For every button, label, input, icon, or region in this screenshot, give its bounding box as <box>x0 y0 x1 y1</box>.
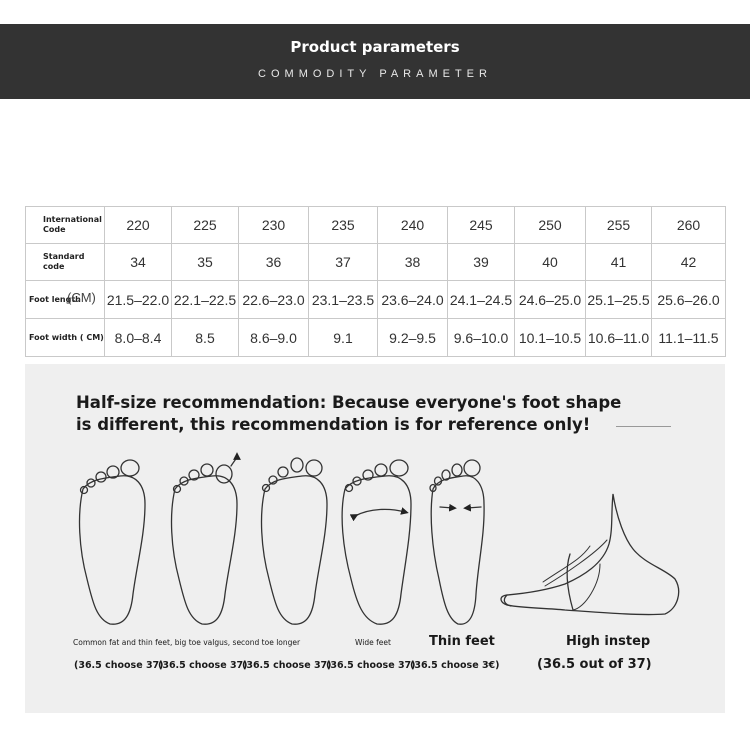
row-unit: (CM) <box>67 290 96 305</box>
row-label: Standard code <box>43 252 85 271</box>
size-choice-high-instep: (36.5 out of 37) <box>537 657 652 672</box>
table-cell: 22.1–22.5 <box>172 281 239 319</box>
table-cell: 10.6–11.0 <box>586 319 652 357</box>
row-label: Foot width ( CM) <box>29 332 104 342</box>
recommendation-title: Half-size recommendation: Because everyone's foot shape is different, this recommendation is for reference only! <box>76 393 622 434</box>
row-label: Foot length <box>29 294 81 304</box>
table-cell: 40 <box>515 244 586 281</box>
table-cell: 245 <box>448 207 515 244</box>
caption-common-feet: Common fat and thin feet, big toe valgus, second toe longer <box>73 638 301 647</box>
table-cell: 24.1–24.5 <box>448 281 515 319</box>
valgus-foot-icon <box>172 456 237 624</box>
table-cell: 8.6–9.0 <box>239 319 309 357</box>
table-cell: 10.1–10.5 <box>515 319 586 357</box>
table-cell: 8.0–8.4 <box>105 319 172 357</box>
table-cell: 9.2–9.5 <box>378 319 448 357</box>
table-cell: 39 <box>448 244 515 281</box>
caption-high-instep: High instep <box>566 634 651 649</box>
table-row <box>26 319 726 357</box>
size-chart-table <box>25 206 726 357</box>
table-cell: 23.6–24.0 <box>378 281 448 319</box>
table-cell: 220 <box>105 207 172 244</box>
table-cell: 34 <box>105 244 172 281</box>
caption-wide-feet: Wide feet <box>355 638 391 647</box>
table-cell: 9.6–10.0 <box>448 319 515 357</box>
table-cell: 9.1 <box>309 319 378 357</box>
table-cell: 22.6–23.0 <box>239 281 309 319</box>
table-row <box>26 281 726 319</box>
table-cell: 8.5 <box>172 319 239 357</box>
header-banner <box>0 24 750 99</box>
table-cell: 225 <box>172 207 239 244</box>
table-cell: 35 <box>172 244 239 281</box>
row-header <box>26 319 105 357</box>
row-header <box>26 207 105 244</box>
table-cell: 25.6–26.0 <box>652 281 726 319</box>
long-second-toe-foot-icon <box>262 458 327 624</box>
size-choice-3: (36.5 choose 37) <box>242 660 332 671</box>
page-subtitle: COMMODITY PARAMETER <box>258 68 492 80</box>
table-cell: 25.1–25.5 <box>586 281 652 319</box>
table-cell: 260 <box>652 207 726 244</box>
wide-foot-icon <box>342 460 411 624</box>
recommendation-panel <box>25 364 725 713</box>
table-cell: 24.6–25.0 <box>515 281 586 319</box>
high-instep-foot-icon <box>501 494 679 615</box>
table-cell: 37 <box>309 244 378 281</box>
size-choice-1: (36.5 choose 37) <box>74 660 164 671</box>
table-cell: 38 <box>378 244 448 281</box>
table-cell: 250 <box>515 207 586 244</box>
table-cell: 255 <box>586 207 652 244</box>
caption-thin-feet: Thin feet <box>429 634 495 649</box>
page-title: Product parameters <box>290 38 460 56</box>
table-cell: 230 <box>239 207 309 244</box>
size-choice-2: (36.5 choose 37) <box>158 660 248 671</box>
table-cell: 23.1–23.5 <box>309 281 378 319</box>
table-cell: 42 <box>652 244 726 281</box>
table-cell: 36 <box>239 244 309 281</box>
size-choice-5: (36.5 choose 3€) <box>410 660 500 671</box>
thin-foot-icon <box>430 460 484 624</box>
table-cell: 21.5–22.0 <box>105 281 172 319</box>
table-cell: 235 <box>309 207 378 244</box>
common-foot-icon <box>80 460 145 624</box>
table-row <box>26 244 726 281</box>
table-cell: 240 <box>378 207 448 244</box>
row-header <box>26 281 105 319</box>
table-row <box>26 207 726 244</box>
table-cell: 41 <box>586 244 652 281</box>
row-label: International Code <box>43 215 102 234</box>
table-cell: 11.1–11.5 <box>652 319 726 357</box>
size-choice-4: (36.5 choose 37) <box>326 660 416 671</box>
row-header <box>26 244 105 281</box>
